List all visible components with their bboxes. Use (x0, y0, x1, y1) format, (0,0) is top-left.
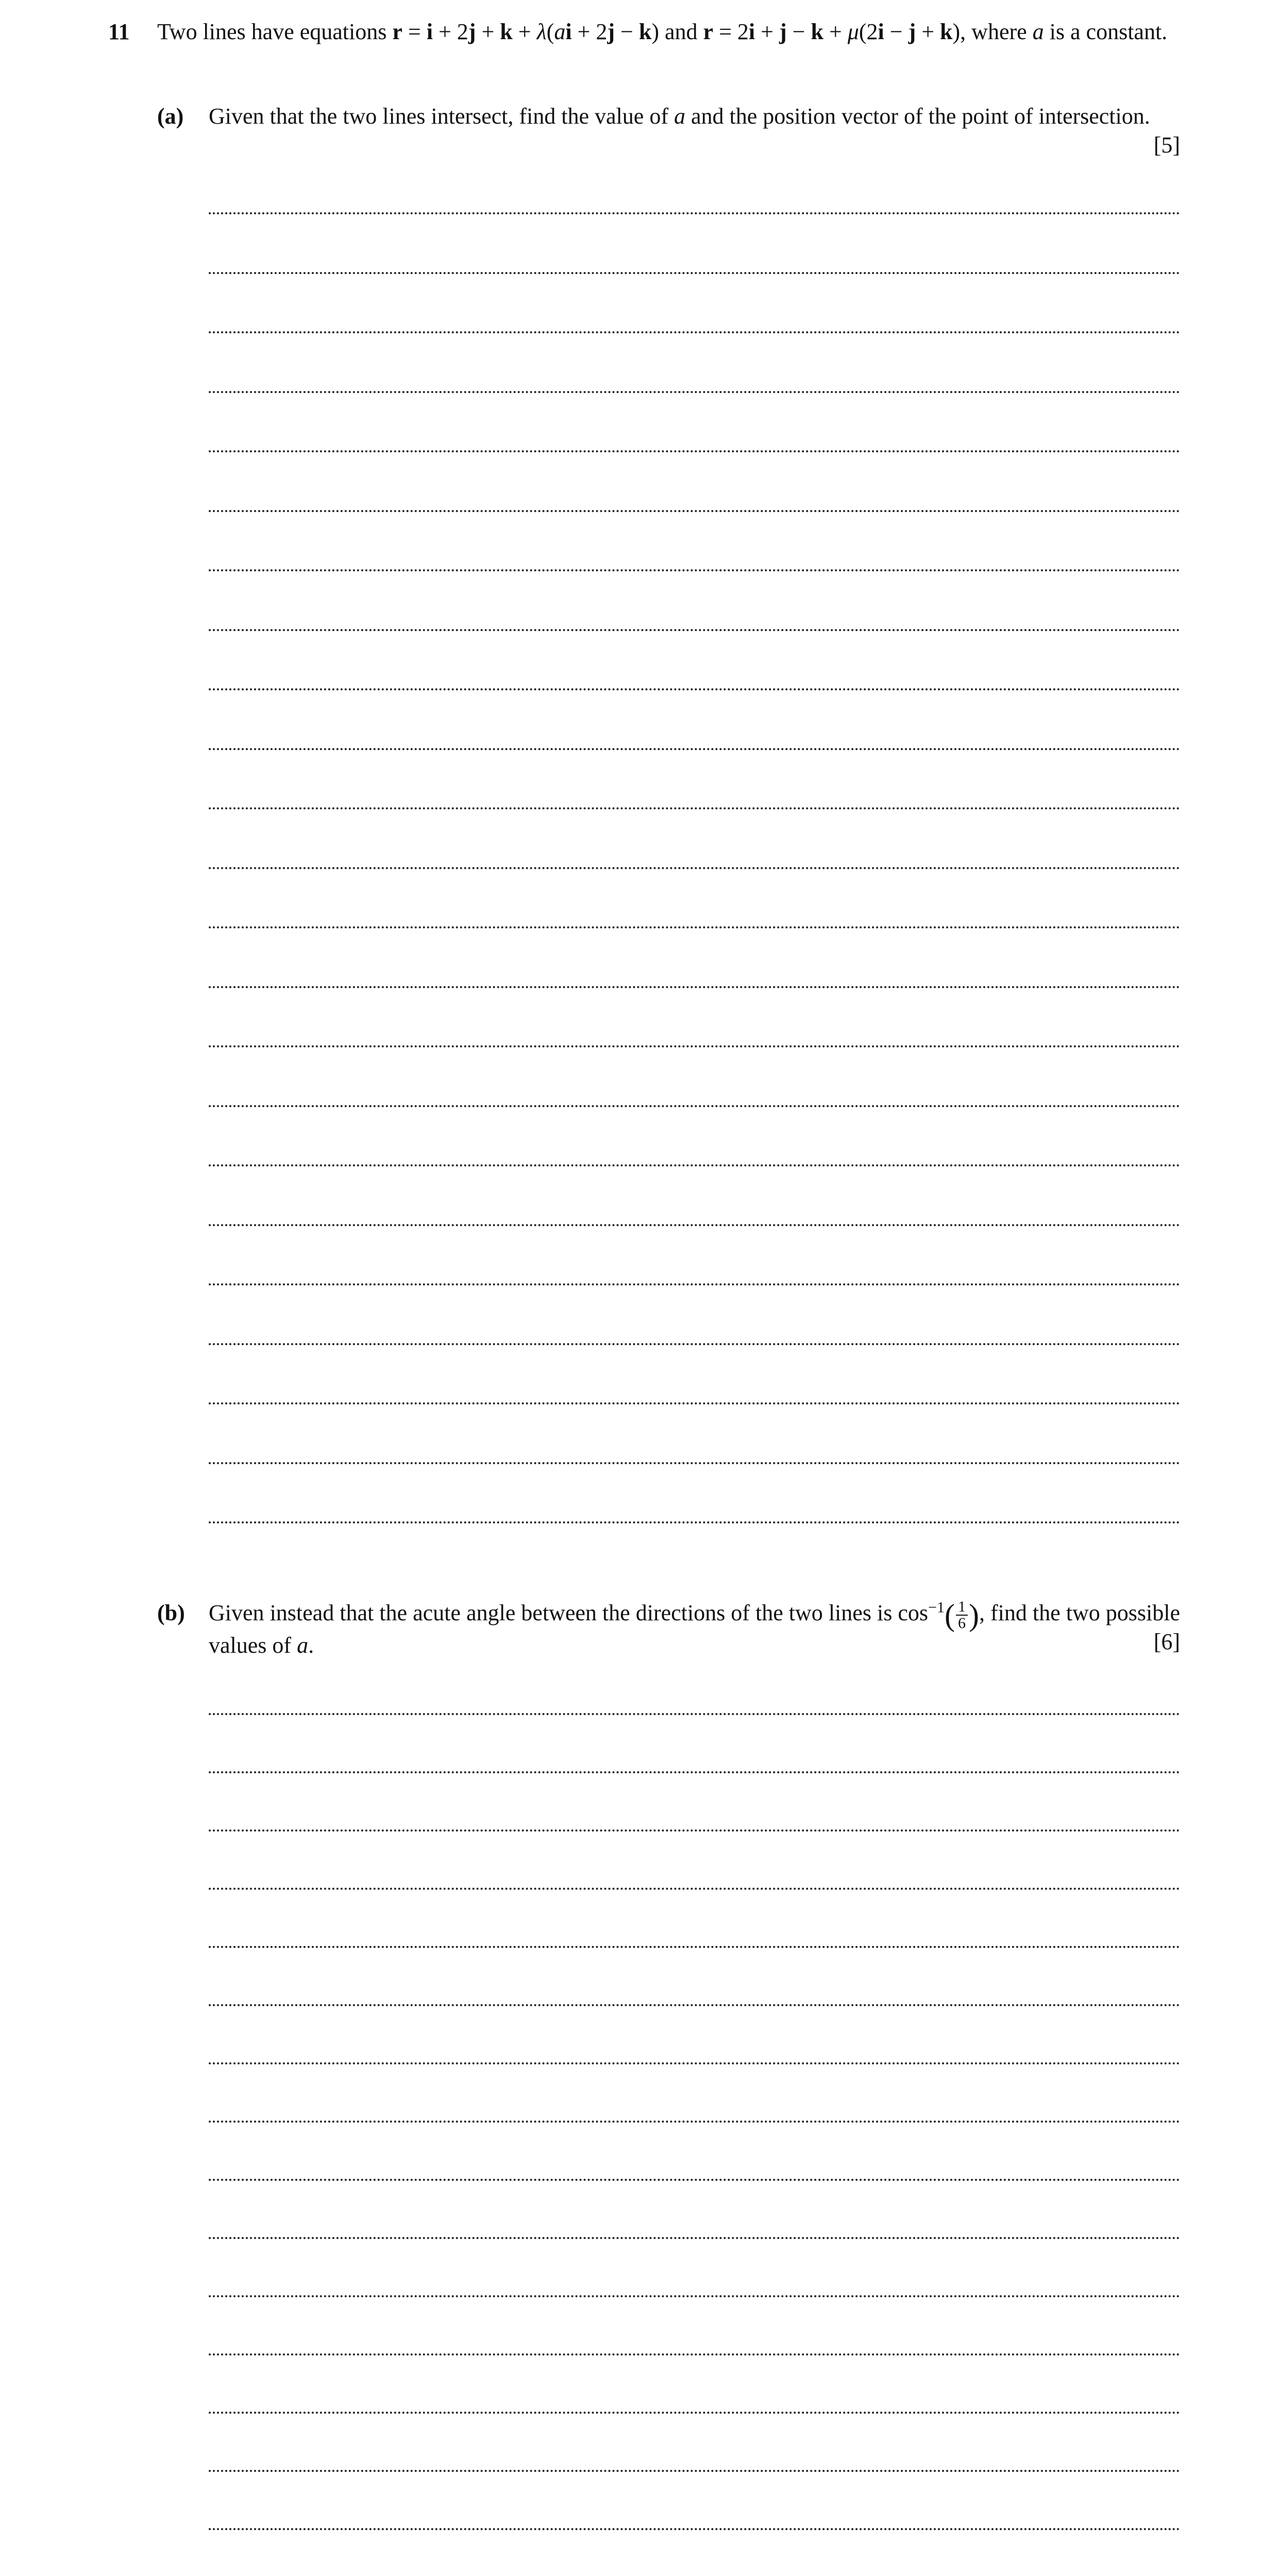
part-a-answer-line[interactable] (209, 1343, 1180, 1345)
part-b-answer-line[interactable] (209, 2412, 1180, 2414)
part-a-answer-line[interactable] (209, 331, 1180, 333)
part-a-answer-line[interactable] (209, 1521, 1180, 1523)
part-a-answer-line[interactable] (209, 212, 1180, 214)
part-a-marks: [5] (1153, 132, 1180, 158)
part-b-question: Given instead that the acute angle between the directions of the two lines is $\cos^{-1}$( $\frac{1}{6}$ ), find the two possible values of a. (209, 1598, 1180, 1658)
part-b-answer-line[interactable] (209, 2121, 1180, 2123)
part-a-answer-line[interactable] (209, 986, 1180, 988)
part-a-answer-line[interactable] (209, 391, 1180, 393)
part-b-answer-line[interactable] (209, 1771, 1180, 1773)
part-b-answer-line[interactable] (209, 2179, 1180, 2181)
part-a-answer-line[interactable] (209, 1164, 1180, 1166)
part-a-answer-line[interactable] (209, 807, 1180, 809)
part-a-answer-line[interactable] (209, 569, 1180, 571)
part-a-answer-line[interactable] (209, 748, 1180, 750)
part-a-answer-line[interactable] (209, 1224, 1180, 1226)
part-b-answer-line[interactable] (209, 2470, 1180, 2472)
part-a-answer-line[interactable] (209, 510, 1180, 512)
part-a-answer-line[interactable] (209, 688, 1180, 690)
part-a-answer-line[interactable] (209, 1105, 1180, 1107)
part-a-answer-line[interactable] (209, 629, 1180, 631)
part-a-answer-line[interactable] (209, 1402, 1180, 1404)
part-a-answer-line[interactable] (209, 272, 1180, 274)
part-a-answer-line[interactable] (209, 926, 1180, 928)
part-b-answer-line[interactable] (209, 2528, 1180, 2530)
part-b-answer-line[interactable] (209, 2062, 1180, 2064)
part-a-answer-line[interactable] (209, 450, 1180, 452)
part-b-answer-line[interactable] (209, 2295, 1180, 2297)
part-a-question: Given that the two lines intersect, find the value of a and the position vector of the point of intersection. (209, 104, 1150, 129)
part-b-marks: [6] (1153, 1629, 1180, 1654)
part-a-answer-line[interactable] (209, 867, 1180, 869)
part-b-answer-line[interactable] (209, 1713, 1180, 1715)
part-b-answer-line[interactable] (209, 2004, 1180, 2006)
part-b-answer-line[interactable] (209, 2353, 1180, 2355)
part-b-answer-line[interactable] (209, 1829, 1180, 1832)
question-number: 11 (108, 19, 130, 44)
part-b-answer-line[interactable] (209, 1888, 1180, 1890)
part-b-answer-line[interactable] (209, 1946, 1180, 1948)
question-stem: Two lines have equations r = i + 2j + k + λ(ai + 2j − k) and r = 2i + j − k + μ(2i − j + k), where a is a constant. (157, 19, 1168, 44)
part-a-answer-line[interactable] (209, 1283, 1180, 1285)
part-a-answer-line[interactable] (209, 1462, 1180, 1464)
part-b-label: (b) (157, 1600, 185, 1625)
part-b-answer-line[interactable] (209, 2237, 1180, 2239)
part-a-label: (a) (157, 104, 184, 129)
part-a-answer-line[interactable] (209, 1045, 1180, 1047)
